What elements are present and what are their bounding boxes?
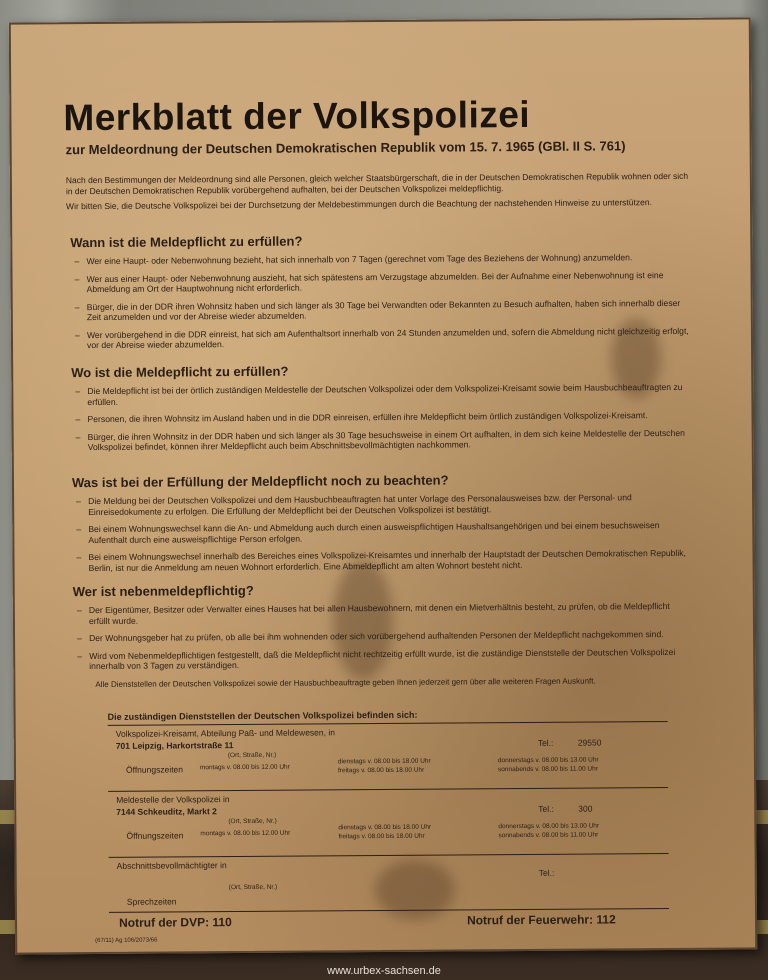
list-item: – Die Meldepflicht ist bei der örtlich zuständigen Meldestelle der Deutschen Volkspolizei oder dem Volkspolizei-Kreisamt sowie beim Hausbuchbeauftragten zu erfüllen. <box>87 382 691 407</box>
list-item: – Der Wohnungsgeber hat zu prüfen, ob alle bei ihm wohnenden oder sich vorübergehend aufhaltenden Personen der Meldepflicht nachgekommen sind. <box>89 629 693 644</box>
section-heading: Wo ist die Meldepflicht zu erfüllen? <box>71 363 289 381</box>
print-code: (67/11) Ag 106/2073/66 <box>95 937 158 945</box>
offices-heading: Die zuständigen Dienststellen der Deutschen Volkspolizei befinden sich: <box>107 709 418 722</box>
section-heading: Wer ist nebenmeldepflichtig? <box>72 582 254 600</box>
address-hint: (Ort, Straße, Nr.) <box>227 751 277 760</box>
closing-note: Alle Dienststellen der Deutschen Volkspolizei sowie der Hausbuchbeauftragte geben Ihnen jederzeit gern über alle weiteren Fragen Auskunft. <box>95 676 596 690</box>
list-item: – Wer vorübergehend in die DDR einreist, hat sich am Aufenthaltsort innerhalb von 24 Stunden anzumelden und, sofern die Abmeldung nicht gleichzeitig erfolgt, vor der Abreise wieder abzumelden. <box>87 325 691 350</box>
office2-address: 7144 Schkeuditz, Markt 2 <box>116 806 217 817</box>
hours-saturday: sonnabends v. 08.00 bis 11.00 Uhr <box>497 765 598 774</box>
hours-friday: freitags v. 08.00 bis 18.00 Uhr <box>337 766 425 775</box>
intro-paragraph: Wir bitten Sie, die Deutsche Volkspolizei bei der Durchsetzung der Meldebestimmungen durch die Beachtung der nachstehenden Hinweise zu unterstützen. <box>66 197 652 212</box>
hours-friday: freitags v. 08.00 bis 18.00 Uhr <box>338 832 425 841</box>
tel-label: Tel.: <box>537 737 554 748</box>
hours-thursday: donnerstags v. 08.00 bis 13.00 Uhr <box>497 756 599 765</box>
hours-tuesday: dienstags v. 08.00 bis 18.00 Uhr <box>338 823 432 832</box>
section-heading: Was ist bei der Erfüllung der Meldepflicht noch zu beachten? <box>71 472 449 491</box>
office1-tel: 29550 <box>577 737 602 748</box>
office1-address: 701 Leipzig, Harkortstraße 11 <box>115 740 234 751</box>
abv-title: Abschnittsbevollmächtigter in <box>116 860 227 871</box>
section-heading: Wann ist die Meldepflicht zu erfüllen? <box>70 233 303 251</box>
list-item: – Bürger, die ihren Wohnsitz in der DDR haben und sich länger als 30 Tage besuchsweise in einem Ort aufhalten, in dem sich keine Meldestelle der Deutschen Volkspolizei befindet, können ihrer Meldepflicht auch beim Abschnittsbevollmächtigten nachkommen. <box>88 427 692 452</box>
poster-title: Merkblatt der Volkspolizei <box>63 93 531 139</box>
office2-title: Meldestelle der Volkspolizei in <box>116 794 230 805</box>
hours-monday: montags v. 08.00 bis 12.00 Uhr <box>200 829 291 838</box>
office1-title: Volkspolizei-Kreisamt, Abteilung Paß- und Meldewesen, in <box>115 727 335 739</box>
address-hint: (Ort, Straße, Nr.) <box>228 817 277 826</box>
list-item: – Wer eine Haupt- oder Nebenwohnung bezieht, hat sich innerhalb von 7 Tagen (gerechnet vom Tage des Beziehens der Wohnung) anzumelden. <box>86 252 690 267</box>
list-item: – Die Meldung bei der Deutschen Volkspolizei und dem Hausbuchbeauftragten hat unter Vorlage des Personalausweises bzw. der Personal- und Einreisedokumente zu erfolgen. Die Erfüllung der Meldepflicht bei der Deutschen Volkspolizei ist bestätigt. <box>88 492 692 517</box>
poster <box>9 17 757 954</box>
list-item: – Bürger, die in der DDR ihren Wohnsitz haben und sich länger als 30 Tage bei Verwandten oder Bekannten zu Besuch aufhalten, haben sich innerhalb dieser Zeit anzumelden und vor der Abreise wieder abzumelden. <box>87 297 691 322</box>
intro-paragraph: Nach den Bestimmungen der Meldeordnung sind alle Personen, gleich welcher Staatsbürgerschaft, die in der Deutschen Demokratischen Republik wohnen oder sich in der Deutschen Demokratischen Republik vorübergehend aufhalten, bei der Deutschen Volkspolizei meldepflichtig. <box>65 170 689 197</box>
watermark: www.urbex-sachsen.de <box>327 965 441 977</box>
offices-box <box>108 708 669 916</box>
list-item: – Bei einem Wohnungswechsel kann die An- und Abmeldung auch durch einen ausweispflichtigen Haushaltsangehörigen und bei einem besuchsweisen Aufenthalt durch eine ausweispflichtige Person erfolgen. <box>88 520 692 545</box>
hours-saturday: sonnabends v. 08.00 bis 11.00 Uhr <box>498 831 599 840</box>
address-hint: (Ort, Straße, Nr.) <box>228 883 278 892</box>
section-notes <box>72 471 693 580</box>
section-where <box>71 361 692 460</box>
hours-thursday: donnerstags v. 08.00 bis 13.00 Uhr <box>498 822 600 831</box>
hours-monday: montags v. 08.00 bis 12.00 Uhr <box>199 763 290 772</box>
police-emergency: Notruf der DVP: 110 <box>118 915 232 930</box>
office2-tel: 300 <box>578 803 593 814</box>
tel-label: Tel.: <box>538 867 555 878</box>
list-item: – Wer aus einer Haupt- oder Nebenwohnung auszieht, hat sich spätestens am Verzugstage abzumelden. Bei der Aufnahme einer Nebenwohnung ist eine Abmeldung am Ort der Hauptwohnung nicht erforderlich. <box>87 269 691 294</box>
speaking-hours-label: Sprechzeiten <box>126 896 177 907</box>
hours-label: Öffnungszeiten <box>125 764 184 775</box>
poster-subtitle: zur Meldeordnung der Deutschen Demokratischen Republik vom 15. 7. 1965 (GBl. II S. 761) <box>65 138 626 158</box>
list-item: – Wird vom Nebenmeldepflichtigen festgestellt, daß die Meldepflicht nicht rechtzeitig erfüllt wurde, ist die zuständige Dienststelle der Deutschen Volkspolizei innerhalb von 3 Tagen zu verständigen. <box>89 646 693 671</box>
tel-label: Tel.: <box>538 803 554 814</box>
intro <box>66 171 696 216</box>
hours-label: Öffnungszeiten <box>126 830 184 841</box>
hours-tuesday: dienstags v. 08.00 bis 18.00 Uhr <box>337 757 431 766</box>
section-when <box>70 231 691 358</box>
section-secondary-duty <box>73 580 694 679</box>
list-item: – Personen, die ihren Wohnsitz im Ausland haben und in die DDR einreisen, erfüllen ihre Meldepflicht beim örtlich zuständigen Volkspolizei-Kreisamt. <box>87 410 691 425</box>
list-item: – Bei einem Wohnungswechsel innerhalb des Bereiches eines Volkspolizei-Kreisamtes und innerhalb der Hauptstadt der Deutschen Demokratischen Republik, Berlin, ist nur die Anmeldung am neuen Wohnort erforderlich. Eine Abmeldepflicht am alten Wohnort besteht nicht. <box>88 548 692 573</box>
fire-emergency: Notruf der Feuerwehr: 112 <box>466 912 616 928</box>
list-item: – Der Eigentümer, Besitzer oder Verwalter eines Hauses hat bei allen Hausbewohnern, mit denen ein Mietverhältnis besteht, zu prüfen, ob die Meldepflicht erfüllt wurde. <box>89 601 693 626</box>
